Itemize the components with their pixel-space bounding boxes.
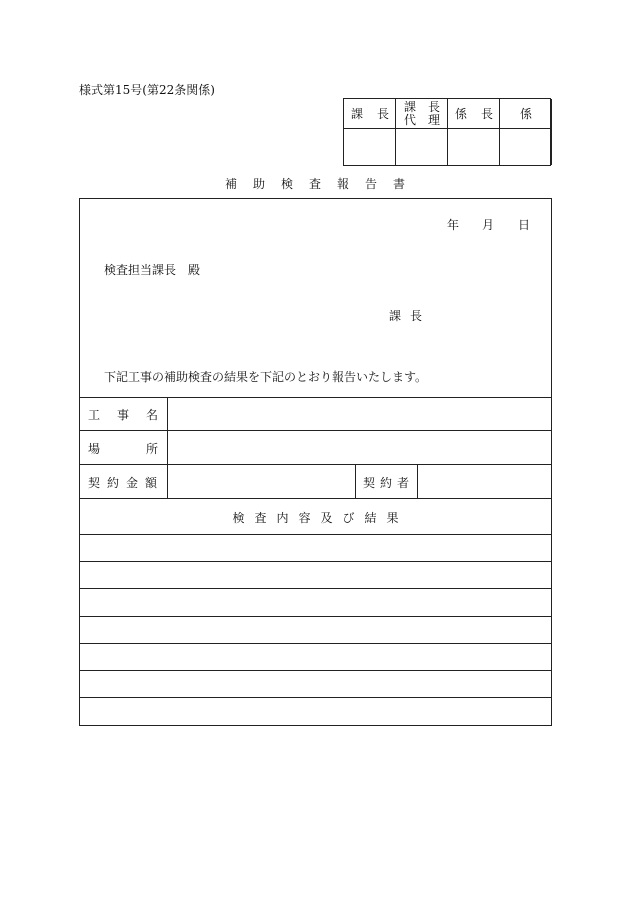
label-work-name-text: 工事名: [88, 408, 176, 422]
label-location-text: 場所: [88, 442, 205, 456]
results-line: [80, 561, 551, 562]
contractor-label-right-divider: [417, 464, 418, 498]
form-number: 様式第15号(第22条関係): [79, 83, 215, 97]
label-location: [88, 440, 205, 457]
approval-header-text: 長: [481, 107, 494, 121]
approval-header-text: 課: [350, 107, 363, 121]
results-line: [80, 643, 551, 644]
label-work-name: [88, 406, 176, 423]
report-statement: 下記工事の補助検査の結果を下記のとおり報告いたします。: [104, 370, 428, 384]
label-contractor-text: 契約者: [363, 476, 415, 490]
label-contract-amount: [88, 474, 165, 491]
contractor-label-left-divider: [355, 464, 356, 498]
approval-header-staff: [500, 99, 552, 128]
divider-work-name: [80, 397, 551, 398]
divider-results-header: [80, 498, 551, 499]
results-line: [80, 588, 551, 589]
results-line: [80, 616, 551, 617]
approval-header-deputy-chief: [396, 99, 448, 128]
approval-header-text: 課 長: [403, 99, 440, 114]
approval-header-divider: [344, 128, 550, 129]
results-header-text: 検査内容及び結果: [232, 511, 409, 525]
results-line: [80, 534, 551, 535]
approval-stamp-box: [343, 98, 551, 166]
approval-header-text: 長: [377, 107, 390, 121]
approval-header-subsection-chief: [448, 99, 500, 128]
document-title: 補助検査報告書: [224, 177, 421, 191]
date-year: 年: [447, 218, 460, 232]
label-contract-amount-text: 契約金額: [88, 476, 165, 490]
approval-header-section-chief: [344, 99, 396, 128]
results-line: [80, 670, 551, 671]
sender-title-1: 課: [389, 309, 402, 323]
sender-title-2: 長: [410, 309, 423, 323]
divider-contract: [80, 464, 551, 465]
label-contractor: [363, 474, 415, 491]
approval-header-text: 係: [454, 107, 467, 121]
approval-header-text: 代 理: [403, 112, 440, 127]
addressee: 検査担当課長 殿: [104, 263, 201, 277]
report-form: [79, 198, 552, 726]
results-line: [80, 697, 551, 698]
date-month: 月: [482, 218, 495, 232]
results-header: [80, 509, 551, 526]
approval-header-text: 係: [519, 107, 532, 121]
divider-location: [80, 430, 551, 431]
date-day: 日: [518, 218, 531, 232]
